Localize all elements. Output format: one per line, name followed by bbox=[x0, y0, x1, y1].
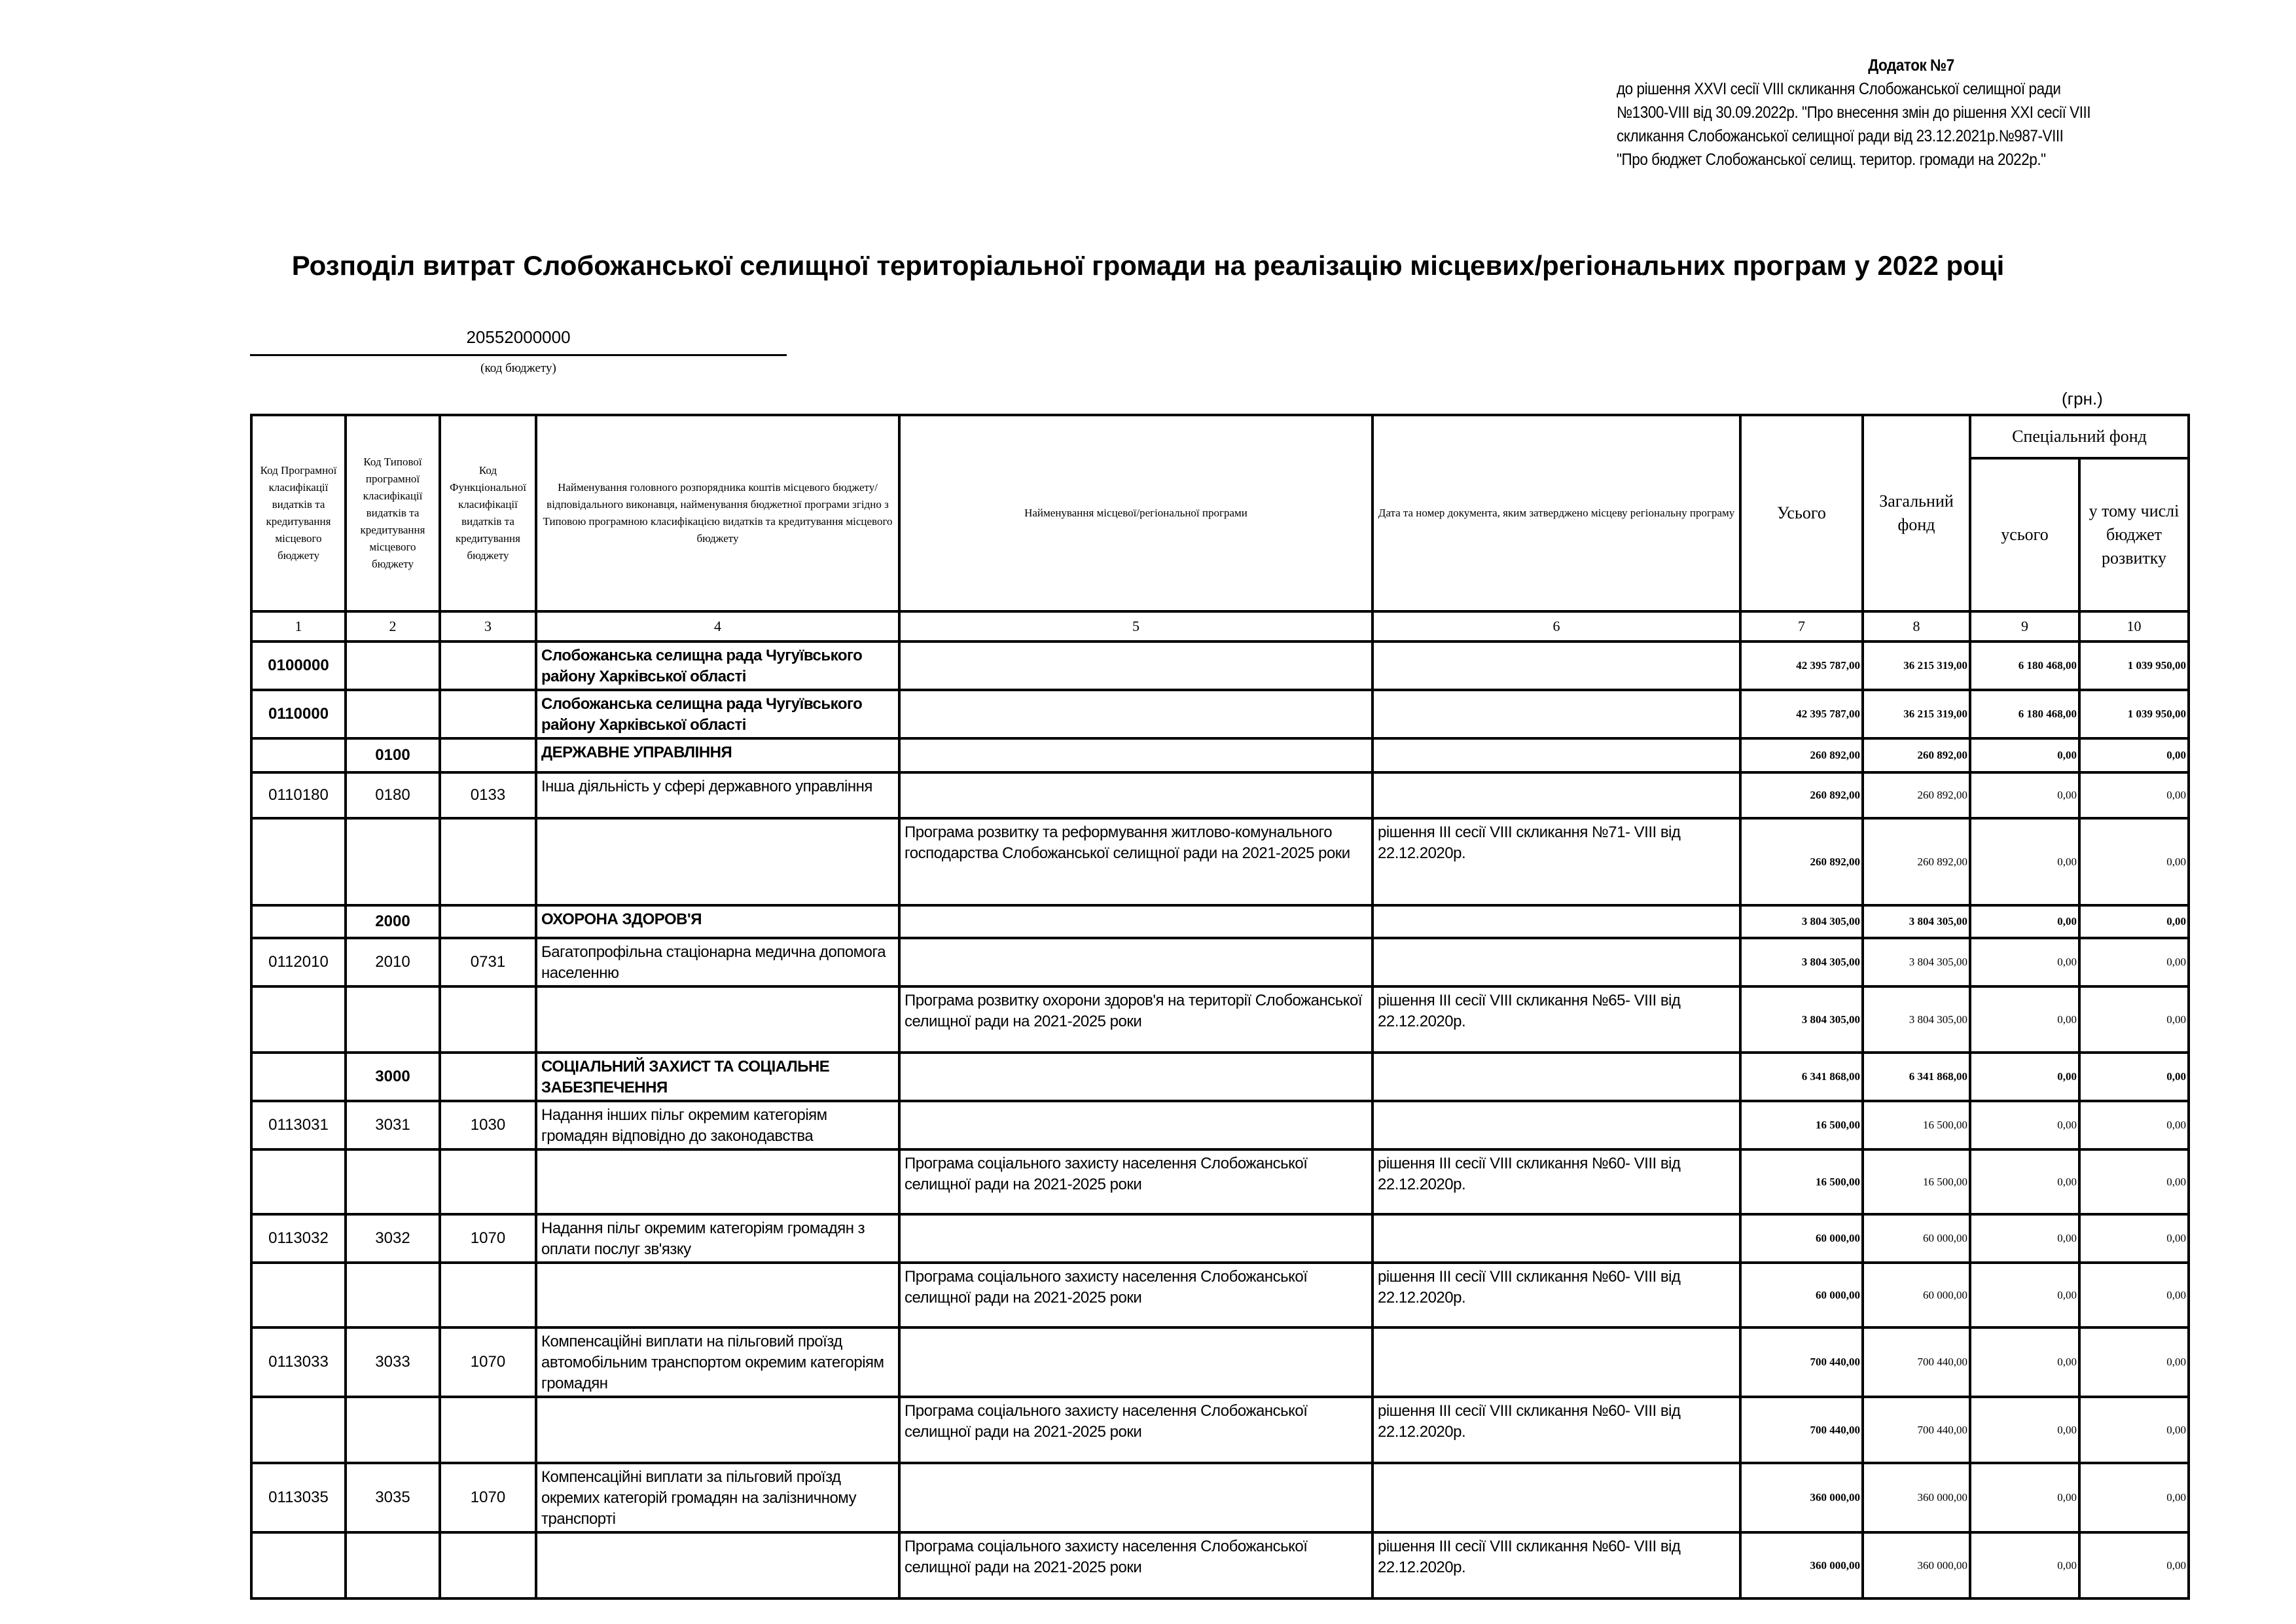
cell-general-fund: 36 215 319,00 bbox=[1863, 641, 1970, 690]
cell-general-fund: 3 804 305,00 bbox=[1863, 938, 1970, 986]
cell-general-fund: 60 000,00 bbox=[1863, 1214, 1970, 1263]
header-general-fund: Загальний фонд bbox=[1863, 415, 1970, 611]
table-row bbox=[251, 905, 2189, 938]
table-row bbox=[251, 1263, 2189, 1327]
table-row bbox=[251, 772, 2189, 818]
cell-total: 260 892,00 bbox=[1740, 818, 1863, 905]
cell-typical-code bbox=[346, 1532, 440, 1598]
cell-document: рішення ІІІ сесії VIII скликання №60- VIII від 22.12.2020р. bbox=[1372, 1263, 1740, 1327]
cell-development-budget: 0,00 bbox=[2079, 1327, 2189, 1397]
table-row bbox=[251, 938, 2189, 986]
cell-document bbox=[1372, 690, 1740, 738]
cell-name bbox=[536, 986, 899, 1053]
appendix-line: "Про бюджет Слобожанської селищ. територ. громади на 2022р." bbox=[1617, 151, 2046, 169]
cell-functional-code bbox=[440, 738, 536, 772]
cell-special-fund: 0,00 bbox=[1970, 1053, 2079, 1101]
cell-name: Слобожанська селищна рада Чугуївського району Харківської області bbox=[536, 641, 899, 690]
cell-name: Надання інших пільг окремим категоріям громадян відповідно до законодавства bbox=[536, 1101, 899, 1149]
cell-name bbox=[536, 1149, 899, 1214]
cell-name: Компенсаційні виплати за пільговий проїзд окремих категорій громадян на залізничному транспорті bbox=[536, 1463, 899, 1532]
cell-total: 6 341 868,00 bbox=[1740, 1053, 1863, 1101]
cell-total: 3 804 305,00 bbox=[1740, 986, 1863, 1053]
cell-special-fund: 0,00 bbox=[1970, 986, 2079, 1053]
cell-functional-code bbox=[440, 641, 536, 690]
cell-total: 700 440,00 bbox=[1740, 1397, 1863, 1463]
cell-special-fund: 6 180 468,00 bbox=[1970, 690, 2079, 738]
cell-total: 16 500,00 bbox=[1740, 1149, 1863, 1214]
cell-program-name bbox=[899, 1463, 1372, 1532]
cell-special-fund: 0,00 bbox=[1970, 772, 2079, 818]
cell-general-fund: 3 804 305,00 bbox=[1863, 905, 1970, 938]
cell-program-code bbox=[251, 1532, 346, 1598]
cell-document bbox=[1372, 1463, 1740, 1532]
cell-development-budget: 0,00 bbox=[2079, 1214, 2189, 1263]
table-row bbox=[251, 1053, 2189, 1101]
cell-typical-code bbox=[346, 690, 440, 738]
cell-program-name: Програма розвитку та реформування житлово-комунального господарства Слобожанської селищної ради на 2021-2025 роки bbox=[899, 818, 1372, 905]
cell-functional-code: 1070 bbox=[440, 1463, 536, 1532]
cell-development-budget: 0,00 bbox=[2079, 986, 2189, 1053]
cell-typical-code: 3035 bbox=[346, 1463, 440, 1532]
cell-document: рішення ІІІ сесії VIII скликання №71- VIII від 22.12.2020р. bbox=[1372, 818, 1740, 905]
cell-typical-code bbox=[346, 1149, 440, 1214]
cell-typical-code: 0180 bbox=[346, 772, 440, 818]
cell-name: Компенсаційні виплати на пільговий проїзд автомобільним транспортом окремим категоріям громадян bbox=[536, 1327, 899, 1397]
cell-typical-code: 2010 bbox=[346, 938, 440, 986]
cell-total: 42 395 787,00 bbox=[1740, 641, 1863, 690]
cell-typical-code: 0100 bbox=[346, 738, 440, 772]
header-special-total: усього bbox=[1970, 458, 2079, 611]
cell-special-fund: 0,00 bbox=[1970, 738, 2079, 772]
cell-program-code bbox=[251, 738, 346, 772]
cell-development-budget: 1 039 950,00 bbox=[2079, 690, 2189, 738]
cell-program-code bbox=[251, 1149, 346, 1214]
cell-total: 16 500,00 bbox=[1740, 1101, 1863, 1149]
header-total: Усього bbox=[1740, 415, 1863, 611]
cell-special-fund: 0,00 bbox=[1970, 1263, 2079, 1327]
header-document: Дата та номер документа, яким затверджено місцеву регіональну програму bbox=[1372, 415, 1740, 611]
cell-document bbox=[1372, 1101, 1740, 1149]
cell-total: 260 892,00 bbox=[1740, 772, 1863, 818]
cell-development-budget: 0,00 bbox=[2079, 1149, 2189, 1214]
cell-functional-code: 1030 bbox=[440, 1101, 536, 1149]
column-number: 6 bbox=[1372, 611, 1740, 641]
cell-program-name bbox=[899, 641, 1372, 690]
column-number: 1 bbox=[251, 611, 346, 641]
cell-program-name bbox=[899, 1053, 1372, 1101]
cell-program-name bbox=[899, 938, 1372, 986]
cell-program-code: 0110000 bbox=[251, 690, 346, 738]
cell-program-code bbox=[251, 905, 346, 938]
appendix-line: скликання Слобожанської селищної ради від 23.12.2021р.№987-VIII bbox=[1617, 127, 2064, 145]
cell-program-name bbox=[899, 905, 1372, 938]
cell-program-name bbox=[899, 1214, 1372, 1263]
appendix-header bbox=[1617, 54, 2147, 171]
cell-document: рішення ІІІ сесії VIII скликання №65- VIII від 22.12.2020р. bbox=[1372, 986, 1740, 1053]
cell-typical-code bbox=[346, 986, 440, 1053]
cell-name: Слобожанська селищна рада Чугуївського району Харківської області bbox=[536, 690, 899, 738]
column-numbers-row bbox=[251, 611, 2189, 641]
cell-special-fund: 0,00 bbox=[1970, 938, 2079, 986]
column-number: 4 bbox=[536, 611, 899, 641]
cell-program-code: 0110180 bbox=[251, 772, 346, 818]
cell-general-fund: 3 804 305,00 bbox=[1863, 986, 1970, 1053]
cell-program-name: Програма розвитку охорони здоров'я на території Слобожанської селищної ради на 2021-2025 роки bbox=[899, 986, 1372, 1053]
cell-program-code: 0113033 bbox=[251, 1327, 346, 1397]
cell-document: рішення ІІІ сесії VIII скликання №60- VIII від 22.12.2020р. bbox=[1372, 1397, 1740, 1463]
cell-program-code: 0113035 bbox=[251, 1463, 346, 1532]
cell-program-name bbox=[899, 1327, 1372, 1397]
cell-special-fund: 0,00 bbox=[1970, 1149, 2079, 1214]
cell-development-budget: 0,00 bbox=[2079, 1053, 2189, 1101]
table-row bbox=[251, 1101, 2189, 1149]
cell-total: 60 000,00 bbox=[1740, 1214, 1863, 1263]
cell-general-fund: 260 892,00 bbox=[1863, 818, 1970, 905]
cell-program-code bbox=[251, 986, 346, 1053]
cell-general-fund: 360 000,00 bbox=[1863, 1463, 1970, 1532]
cell-special-fund: 0,00 bbox=[1970, 905, 2079, 938]
cell-document bbox=[1372, 1327, 1740, 1397]
table-row bbox=[251, 1327, 2189, 1397]
cell-typical-code bbox=[346, 641, 440, 690]
cell-total: 3 804 305,00 bbox=[1740, 905, 1863, 938]
budget-code-caption: (код бюджету) bbox=[480, 361, 556, 375]
cell-name bbox=[536, 1263, 899, 1327]
cell-functional-code: 0731 bbox=[440, 938, 536, 986]
cell-general-fund: 36 215 319,00 bbox=[1863, 690, 1970, 738]
cell-program-code: 0113032 bbox=[251, 1214, 346, 1263]
cell-special-fund: 6 180 468,00 bbox=[1970, 641, 2079, 690]
cell-general-fund: 16 500,00 bbox=[1863, 1149, 1970, 1214]
cell-development-budget: 0,00 bbox=[2079, 938, 2189, 986]
cell-functional-code bbox=[440, 1053, 536, 1101]
cell-program-name: Програма соціального захисту населення Слобожанської селищної ради на 2021-2025 роки bbox=[899, 1263, 1372, 1327]
cell-program-name: Програма соціального захисту населення Слобожанської селищної ради на 2021-2025 роки bbox=[899, 1397, 1372, 1463]
cell-document bbox=[1372, 938, 1740, 986]
cell-document: рішення ІІІ сесії VIII скликання №60- VIII від 22.12.2020р. bbox=[1372, 1532, 1740, 1598]
appendix-line: №1300-VIII від 30.09.2022р. "Про внесення змін до рішення XXI сесії VIII bbox=[1617, 103, 2091, 122]
cell-document bbox=[1372, 641, 1740, 690]
cell-document bbox=[1372, 1053, 1740, 1101]
budget-code: 20552000000 bbox=[250, 327, 787, 356]
cell-development-budget: 0,00 bbox=[2079, 1463, 2189, 1532]
currency-label: (грн.) bbox=[2062, 389, 2103, 408]
cell-functional-code bbox=[440, 986, 536, 1053]
cell-program-code bbox=[251, 1263, 346, 1327]
header-typical-code: Код Типової програмної класифікації видатків та кредитування місцевого бюджету bbox=[346, 415, 440, 611]
cell-document bbox=[1372, 772, 1740, 818]
cell-total: 60 000,00 bbox=[1740, 1263, 1863, 1327]
programs-table bbox=[250, 414, 2190, 1600]
header-program-code: Код Програмної класифікації видатків та кредитування місцевого бюджету bbox=[251, 415, 346, 611]
cell-typical-code: 3033 bbox=[346, 1327, 440, 1397]
cell-document bbox=[1372, 738, 1740, 772]
cell-general-fund: 700 440,00 bbox=[1863, 1327, 1970, 1397]
cell-name bbox=[536, 1397, 899, 1463]
table-row bbox=[251, 690, 2189, 738]
appendix-line: до рішення XXVI сесії VIII скликання Слобожанської селищної ради bbox=[1617, 80, 2061, 98]
cell-special-fund: 0,00 bbox=[1970, 1327, 2079, 1397]
cell-document bbox=[1372, 905, 1740, 938]
cell-development-budget: 0,00 bbox=[2079, 905, 2189, 938]
cell-general-fund: 700 440,00 bbox=[1863, 1397, 1970, 1463]
cell-typical-code bbox=[346, 818, 440, 905]
cell-program-name bbox=[899, 772, 1372, 818]
cell-functional-code bbox=[440, 818, 536, 905]
column-number: 8 bbox=[1863, 611, 1970, 641]
cell-functional-code bbox=[440, 1532, 536, 1598]
header-functional-code: Код Функціональної класифікації видатків та кредитування бюджету bbox=[440, 415, 536, 611]
cell-general-fund: 60 000,00 bbox=[1863, 1263, 1970, 1327]
cell-name: СОЦІАЛЬНИЙ ЗАХИСТ ТА СОЦІАЛЬНЕ ЗАБЕЗПЕЧЕННЯ bbox=[536, 1053, 899, 1101]
cell-document bbox=[1372, 1214, 1740, 1263]
cell-special-fund: 0,00 bbox=[1970, 818, 2079, 905]
cell-functional-code: 1070 bbox=[440, 1214, 536, 1263]
table-row bbox=[251, 1149, 2189, 1214]
cell-functional-code bbox=[440, 1263, 536, 1327]
cell-special-fund: 0,00 bbox=[1970, 1397, 2079, 1463]
cell-general-fund: 260 892,00 bbox=[1863, 738, 1970, 772]
table-row bbox=[251, 1397, 2189, 1463]
header-name: Найменування головного розпорядника коштів місцевого бюджету/ відповідального виконавця, найменування бюджетної програми згідно з Типовою програмною класифікацією видатків та кредитування місцевого бюджету bbox=[536, 415, 899, 611]
table-row bbox=[251, 738, 2189, 772]
cell-special-fund: 0,00 bbox=[1970, 1532, 2079, 1598]
table-row bbox=[251, 818, 2189, 905]
cell-development-budget: 1 039 950,00 bbox=[2079, 641, 2189, 690]
cell-program-code bbox=[251, 1053, 346, 1101]
cell-typical-code: 3031 bbox=[346, 1101, 440, 1149]
cell-total: 3 804 305,00 bbox=[1740, 938, 1863, 986]
cell-general-fund: 16 500,00 bbox=[1863, 1101, 1970, 1149]
cell-program-name bbox=[899, 690, 1372, 738]
cell-name: ОХОРОНА ЗДОРОВ'Я bbox=[536, 905, 899, 938]
cell-development-budget: 0,00 bbox=[2079, 738, 2189, 772]
cell-development-budget: 0,00 bbox=[2079, 818, 2189, 905]
cell-total: 360 000,00 bbox=[1740, 1532, 1863, 1598]
cell-functional-code bbox=[440, 690, 536, 738]
cell-special-fund: 0,00 bbox=[1970, 1463, 2079, 1532]
cell-total: 700 440,00 bbox=[1740, 1327, 1863, 1397]
cell-development-budget: 0,00 bbox=[2079, 1397, 2189, 1463]
cell-development-budget: 0,00 bbox=[2079, 772, 2189, 818]
cell-functional-code bbox=[440, 1397, 536, 1463]
header-program-name: Найменування місцевої/регіональної програми bbox=[899, 415, 1372, 611]
cell-name bbox=[536, 818, 899, 905]
header-development-budget: у тому числі бюджет розвитку bbox=[2079, 458, 2189, 611]
cell-program-name: Програма соціального захисту населення Слобожанської селищної ради на 2021-2025 роки bbox=[899, 1149, 1372, 1214]
column-number: 2 bbox=[346, 611, 440, 641]
table-row bbox=[251, 1463, 2189, 1532]
cell-typical-code bbox=[346, 1263, 440, 1327]
cell-name: Інша діяльність у сфері державного управління bbox=[536, 772, 899, 818]
column-number: 10 bbox=[2079, 611, 2189, 641]
cell-document: рішення ІІІ сесії VIII скликання №60- VIII від 22.12.2020р. bbox=[1372, 1149, 1740, 1214]
cell-special-fund: 0,00 bbox=[1970, 1101, 2079, 1149]
cell-functional-code: 1070 bbox=[440, 1327, 536, 1397]
cell-name: Багатопрофільна стаціонарна медична допомога населенню bbox=[536, 938, 899, 986]
cell-typical-code: 2000 bbox=[346, 905, 440, 938]
cell-program-name bbox=[899, 1101, 1372, 1149]
cell-general-fund: 360 000,00 bbox=[1863, 1532, 1970, 1598]
cell-program-code: 0112010 bbox=[251, 938, 346, 986]
column-number: 5 bbox=[899, 611, 1372, 641]
header-special-fund: Спеціальний фонд bbox=[1970, 415, 2189, 458]
cell-development-budget: 0,00 bbox=[2079, 1532, 2189, 1598]
table-row bbox=[251, 1214, 2189, 1263]
column-number: 3 bbox=[440, 611, 536, 641]
cell-development-budget: 0,00 bbox=[2079, 1263, 2189, 1327]
cell-development-budget: 0,00 bbox=[2079, 1101, 2189, 1149]
cell-program-code: 0100000 bbox=[251, 641, 346, 690]
cell-program-name: Програма соціального захисту населення Слобожанської селищної ради на 2021-2025 роки bbox=[899, 1532, 1372, 1598]
cell-name: ДЕРЖАВНЕ УПРАВЛІННЯ bbox=[536, 738, 899, 772]
column-number: 9 bbox=[1970, 611, 2079, 641]
cell-special-fund: 0,00 bbox=[1970, 1214, 2079, 1263]
document-title: Розподіл витрат Слобожанської селищної територіальної громади на реалізацію місцевих/регіональних програм у 2022 році bbox=[291, 250, 2005, 281]
table-row bbox=[251, 1532, 2189, 1598]
cell-functional-code: 0133 bbox=[440, 772, 536, 818]
cell-typical-code: 3032 bbox=[346, 1214, 440, 1263]
table-row bbox=[251, 986, 2189, 1053]
cell-total: 260 892,00 bbox=[1740, 738, 1863, 772]
table-row bbox=[251, 641, 2189, 690]
cell-functional-code bbox=[440, 1149, 536, 1214]
cell-total: 360 000,00 bbox=[1740, 1463, 1863, 1532]
cell-general-fund: 6 341 868,00 bbox=[1863, 1053, 1970, 1101]
cell-functional-code bbox=[440, 905, 536, 938]
cell-typical-code bbox=[346, 1397, 440, 1463]
cell-general-fund: 260 892,00 bbox=[1863, 772, 1970, 818]
cell-program-code: 0113031 bbox=[251, 1101, 346, 1149]
cell-program-code bbox=[251, 818, 346, 905]
cell-typical-code: 3000 bbox=[346, 1053, 440, 1101]
cell-program-name bbox=[899, 738, 1372, 772]
cell-program-code bbox=[251, 1397, 346, 1463]
cell-total: 42 395 787,00 bbox=[1740, 690, 1863, 738]
cell-name bbox=[536, 1532, 899, 1598]
appendix-number: Додаток №7 bbox=[1868, 56, 1954, 75]
cell-name: Надання пільг окремим категоріям громадян з оплати послуг зв'язку bbox=[536, 1214, 899, 1263]
column-number: 7 bbox=[1740, 611, 1863, 641]
